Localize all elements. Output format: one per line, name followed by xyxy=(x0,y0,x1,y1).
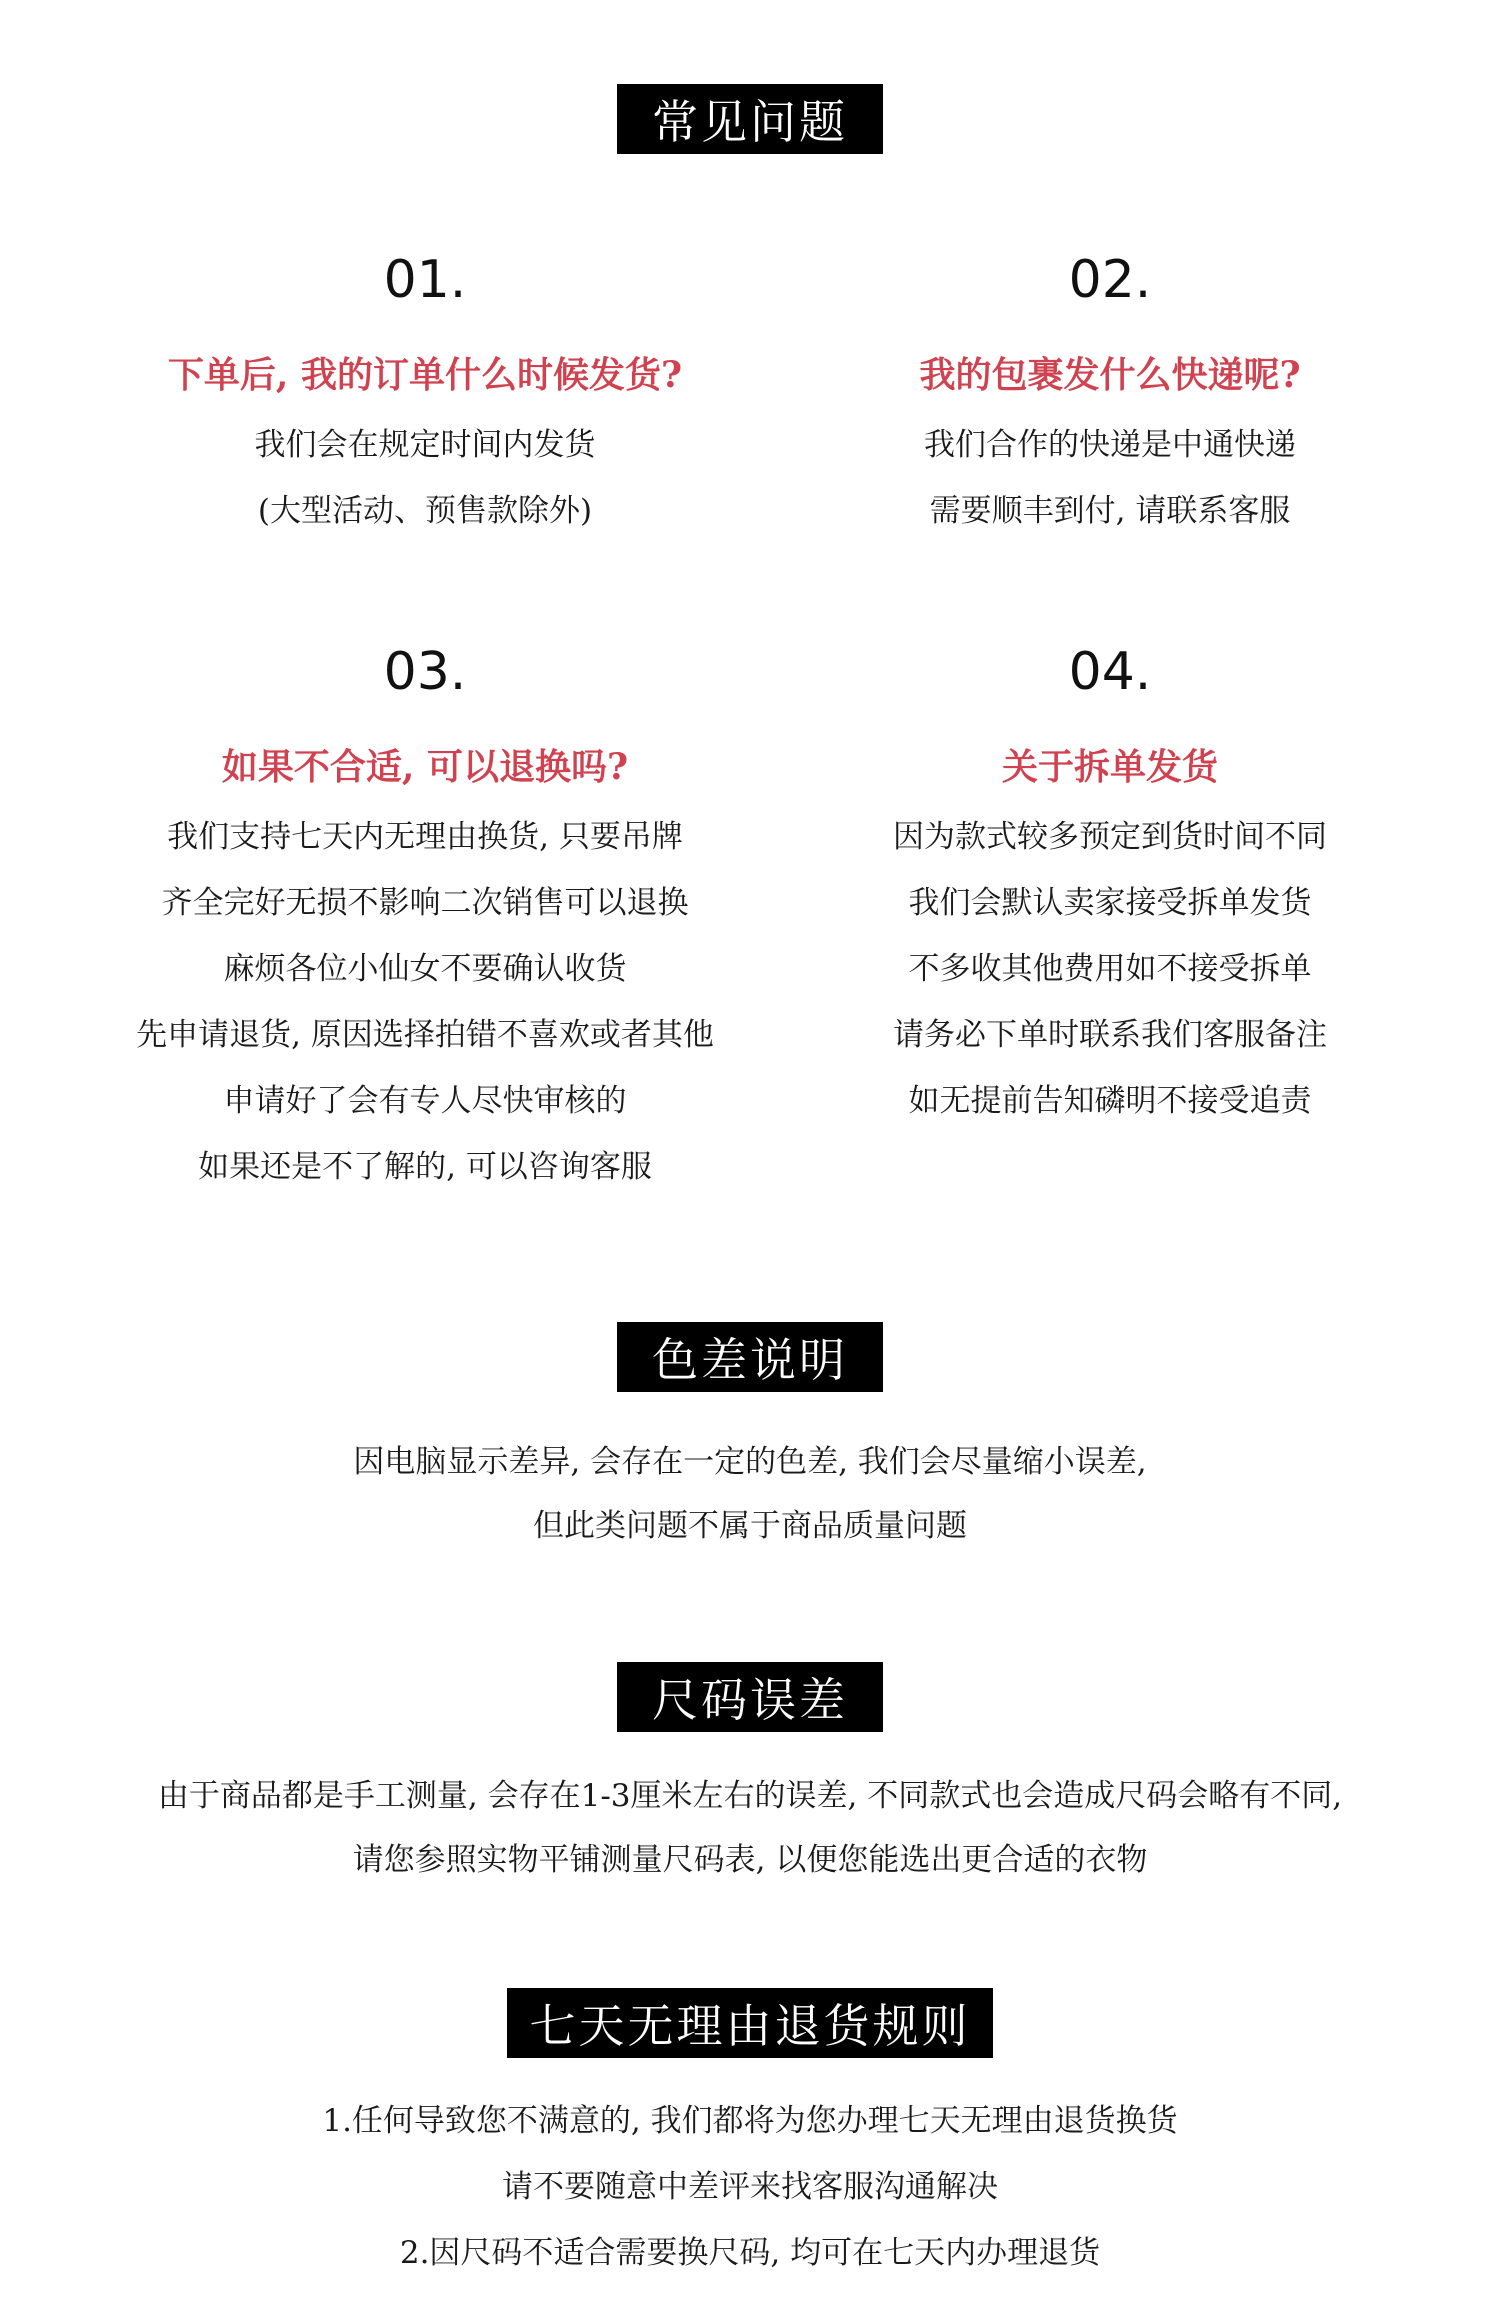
size-section-text xyxy=(0,1764,1500,1892)
return-section-text xyxy=(0,2088,1500,2286)
faq-answer-line: 我们支持七天内无理由换货, 只要吊牌 xyxy=(167,819,683,855)
faq-item-number: 03. xyxy=(383,642,467,702)
paragraph-line: 请您参照实物平铺测量尺码表, 以便您能选出更合适的衣物 xyxy=(352,1842,1148,1878)
return-section-title xyxy=(507,1988,993,2058)
color-section-title xyxy=(617,1322,883,1392)
faq-item-04 xyxy=(760,632,1460,1134)
return-section-title-text: 七天无理由退货规则 xyxy=(529,1999,971,2053)
faq-item-03 xyxy=(75,632,775,1200)
faq-answer-line: 齐全完好无损不影响二次销售可以退换 xyxy=(161,885,689,921)
paragraph-line: 2.因尺码不适合需要换尺码, 均可在七天内办理退货 xyxy=(399,2235,1101,2271)
faq-item-01 xyxy=(75,240,775,544)
paragraph-line: 但此类问题不属于商品质量问题 xyxy=(533,1508,967,1544)
faq-item-question: 我的包裹发什么快递呢? xyxy=(919,354,1301,396)
faq-answer-line: 需要顺丰到付, 请联系客服 xyxy=(929,493,1291,529)
color-section-text xyxy=(0,1430,1500,1558)
faq-answer-line: 先申请退货, 原因选择拍错不喜欢或者其他 xyxy=(136,1017,714,1053)
paragraph-line: 因电脑显示差异, 会存在一定的色差, 我们会尽量缩小误差, xyxy=(353,1444,1147,1480)
faq-item-number: 01. xyxy=(383,250,467,310)
faq-item-question: 关于拆单发货 xyxy=(1001,746,1218,788)
faq-item-number: 04. xyxy=(1068,642,1152,702)
color-section-title-text: 色差说明 xyxy=(652,1333,848,1387)
faq-item-question: 下单后, 我的订单什么时候发货? xyxy=(167,354,683,396)
paragraph-line: 请不要随意中差评来找客服沟通解决 xyxy=(502,2169,998,2205)
faq-answer-line: 申请好了会有专人尽快审核的 xyxy=(223,1083,627,1119)
faq-item-number: 02. xyxy=(1068,250,1152,310)
faq-answer-line: 我们会在规定时间内发货 xyxy=(254,427,596,463)
faq-section-title xyxy=(617,84,883,154)
faq-answer-line: 如果还是不了解的, 可以咨询客服 xyxy=(198,1149,652,1185)
paragraph-line: 由于商品都是手工测量, 会存在1-3厘米左右的误差, 不同款式也会造成尺码会略有不同, xyxy=(157,1778,1343,1814)
faq-answer-line: 我们合作的快递是中通快递 xyxy=(924,427,1296,463)
faq-answer-line: 请务必下单时联系我们客服备注 xyxy=(893,1017,1327,1053)
faq-item-02 xyxy=(760,240,1460,544)
size-section-title-text: 尺码误差 xyxy=(652,1673,848,1727)
faq-answer-line: (大型活动、预售款除外) xyxy=(257,493,593,529)
size-section-title xyxy=(617,1662,883,1732)
faq-answer-line: 不多收其他费用如不接受拆单 xyxy=(908,951,1312,987)
faq-section-title-text: 常见问题 xyxy=(652,95,848,149)
faq-answer-line: 因为款式较多预定到货时间不同 xyxy=(893,819,1327,855)
faq-item-question: 如果不合适, 可以退换吗? xyxy=(221,746,629,788)
faq-answer-line: 如无提前告知磷明不接受追责 xyxy=(908,1083,1312,1119)
faq-answer-line: 我们会默认卖家接受拆单发货 xyxy=(908,885,1312,921)
faq-answer-line: 麻烦各位小仙女不要确认收货 xyxy=(223,951,627,987)
paragraph-line: 1.任何导致您不满意的, 我们都将为您办理七天无理由退货换货 xyxy=(322,2103,1178,2139)
